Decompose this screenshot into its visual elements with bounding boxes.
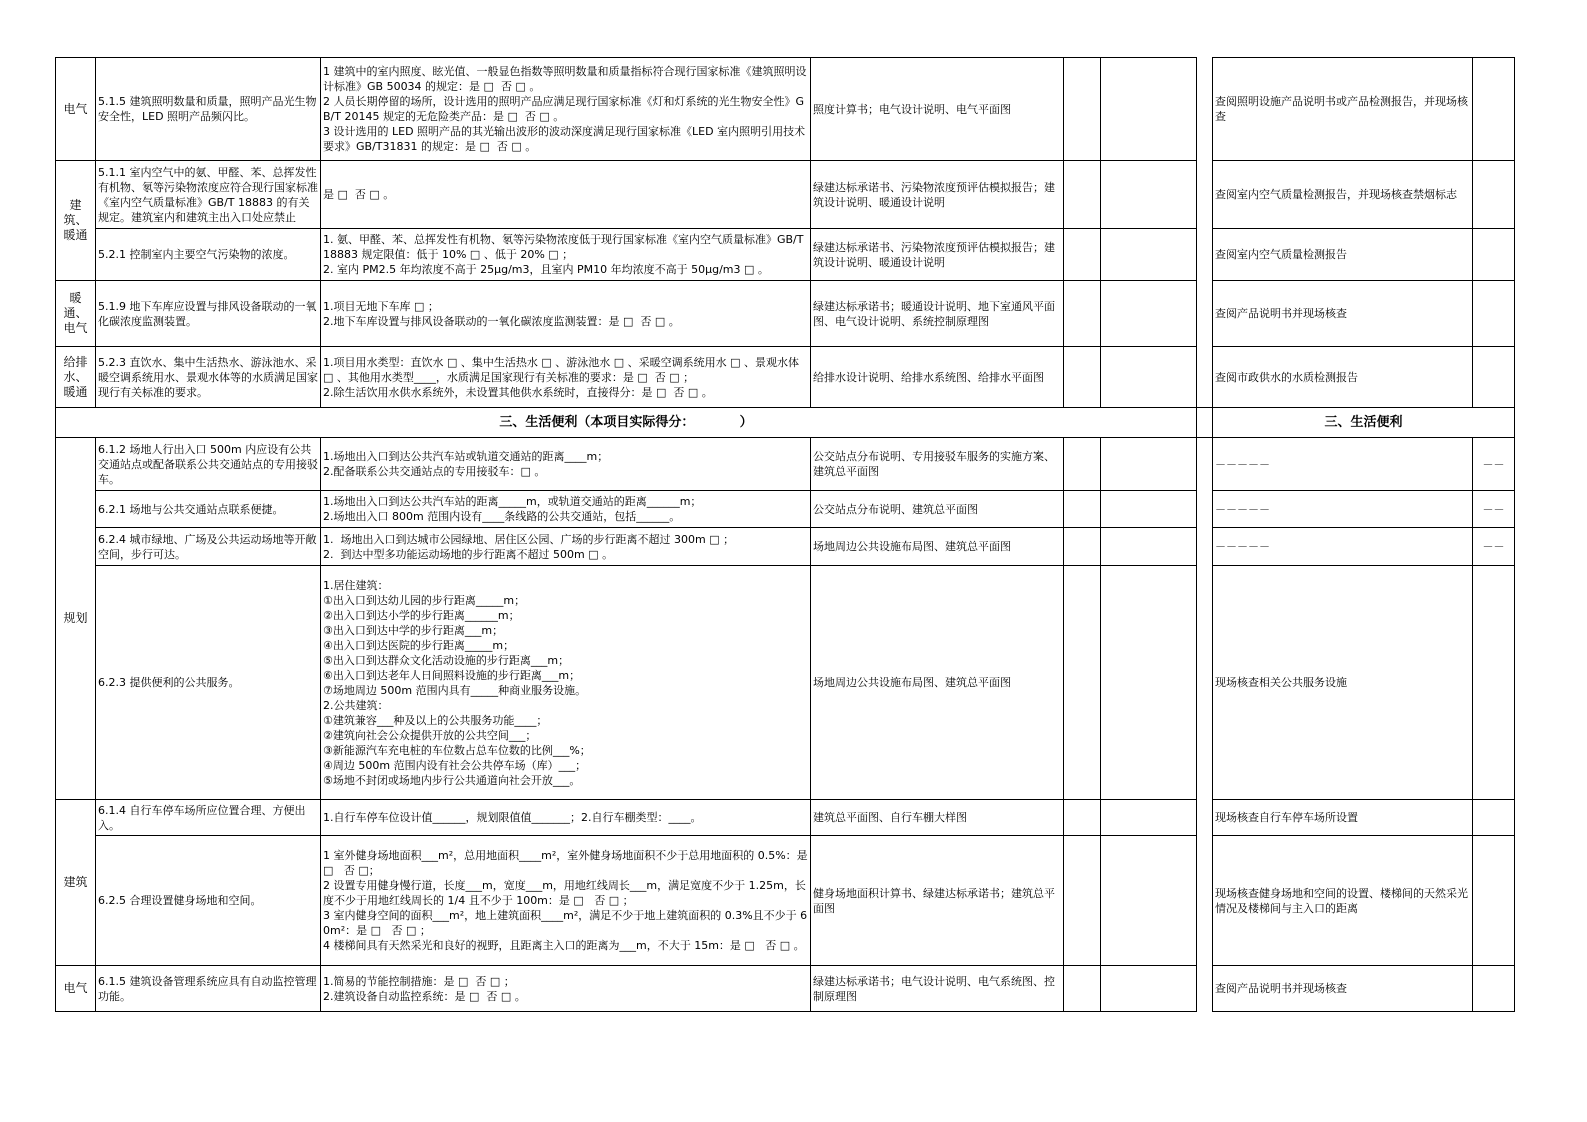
self-score-cell xyxy=(1064,528,1101,566)
table-row xyxy=(56,800,1515,836)
score-cell xyxy=(1473,836,1515,966)
table-row xyxy=(56,966,1515,1012)
remarks-cell xyxy=(1101,281,1197,347)
verification-cell: 查阅室内空气质量检测报告 xyxy=(1213,229,1473,281)
documents-cell: 绿建达标承诺书；电气设计说明、电气系统图、控制原理图 xyxy=(811,966,1064,1012)
clause-text: 6.2.3 提供便利的公共服务。 xyxy=(98,676,240,689)
score-cell xyxy=(1473,566,1515,800)
score-cell xyxy=(1473,966,1515,1012)
self-score-cell xyxy=(1064,347,1101,408)
documents-cell: 健身场地面积计算书、绿建达标承诺书；建筑总平面图 xyxy=(811,836,1064,966)
verification-cell: 现场核查健身场地和空间的设置、楼梯间的天然采光情况及楼梯间与主入口的距离 xyxy=(1213,836,1473,966)
self-score-cell xyxy=(1064,491,1101,528)
clause-text: 5.1.9 地下车库应设置与排风设备联动的一氧化碳浓度监测装置。 xyxy=(98,299,317,328)
clause-cell xyxy=(96,58,321,161)
documents-cell: 公交站点分布说明、专用接驳车服务的实施方案、建筑总平面图 xyxy=(811,438,1064,491)
remarks-cell xyxy=(1101,491,1197,528)
remarks-cell xyxy=(1101,528,1197,566)
clause-cell xyxy=(96,566,321,800)
spacer-cell xyxy=(1197,800,1213,836)
spacer-cell xyxy=(1197,836,1213,966)
clause-cell xyxy=(96,528,321,566)
table-row xyxy=(56,438,1515,491)
check-cell: 1.居住建筑： ①出入口到达幼儿园的步行距离_____m； ②出入口到达小学的步行距离______m； ③出入口到达中学的步行距离___m； ④出入口到达医院的步行距离_____m； ⑤出入口到达群众文化活动设施的步行距离___m； ⑥出入口到达老年人日间照料设施的步行距离___m； ⑦场地周边 500m 范围内具有_____种商业服务设施。 2.公共建筑： ①建筑兼容___种及以上的公共服务功能____； ②建筑向社会公众提供开放的公共空间___； ③新能源汽车充电桩的车位数占总车位数的比例___%； ④周边 500m 范围内设有社会公共停车场（库）___； ⑤场地不封闭或场地内步行公共通道向社会开放___。 xyxy=(321,566,811,800)
check-cell: 1. 场地出入口到达城市公园绿地、居住区公园、广场的步行距离不超过 300m □ ； 2. 到达中型多功能运动场地的步行距离不超过 500m □ 。 xyxy=(321,528,811,566)
category-cell: 建筑 xyxy=(56,800,96,966)
score-cell: －－ xyxy=(1473,438,1515,491)
self-score-cell xyxy=(1064,161,1101,229)
spacer-cell xyxy=(1197,528,1213,566)
table-row xyxy=(56,347,1515,408)
score-cell xyxy=(1473,58,1515,161)
self-score-cell xyxy=(1064,566,1101,800)
check-cell: 1.自行车停车位设计值______，规划限值值_______；2.自行车棚类型：____。 xyxy=(321,800,811,836)
verification-cell: －－－－－ xyxy=(1213,491,1473,528)
spacer-cell xyxy=(1197,438,1213,491)
clause-text: 6.2.5 合理设置健身场地和空间。 xyxy=(98,894,262,907)
self-score-cell xyxy=(1064,966,1101,1012)
spacer-cell xyxy=(1197,566,1213,800)
spacer-cell xyxy=(1197,58,1213,161)
clause-text: 5.2.3 直饮水、集中生活热水、游泳池水、采暖空调系统用水、景观水体等的水质满足国家现行有关标准的要求。 xyxy=(98,355,318,399)
section-title: 三、生活便利（本项目实际得分： ） xyxy=(56,408,1197,438)
verification-cell: 查阅照明设施产品说明书或产品检测报告，并现场核查 xyxy=(1213,58,1473,161)
clause-cell xyxy=(96,836,321,966)
spacer-cell xyxy=(1197,966,1213,1012)
category-cell: 电气 xyxy=(56,58,96,161)
clause-cell xyxy=(96,491,321,528)
documents-cell: 绿建达标承诺书、污染物浓度预评估模拟报告；建筑设计说明、暖通设计说明 xyxy=(811,161,1064,229)
spacer-cell xyxy=(1197,491,1213,528)
section-header-row xyxy=(56,408,1515,438)
spacer-cell xyxy=(1197,408,1213,438)
category-cell: 给排水、暖通 xyxy=(56,347,96,408)
spacer-cell xyxy=(1197,229,1213,281)
clause-cell xyxy=(96,161,321,229)
score-cell xyxy=(1473,800,1515,836)
clause-text: 5.2.1 控制室内主要空气污染物的浓度。 xyxy=(98,248,295,261)
check-cell: 1 室外健身场地面积___m²，总用地面积____m²，室外健身场地面积不少于总用地面积的 0.5%：是 □ 否 □； 2 设置专用健身慢行道，长度___m，宽度___m，用地红线周长___m，满足宽度不少于 1.25m，长度不少于用地红线周长的 1/4 且不少于 100m：是 □ 否 □ ； 3 室内健身空间的面积___m²，地上建筑面积____m²，满足不少于地上建筑面积的 0.3%且不少于 60m²：是 □ 否 □ ； 4 楼梯间具有天然采光和良好的视野，且距离主入口的距离为___m，不大于 15m：是 □ 否 □ 。 xyxy=(321,836,811,966)
verification-cell: －－－－－ xyxy=(1213,528,1473,566)
verification-cell: 查阅产品说明书并现场核查 xyxy=(1213,966,1473,1012)
spacer-cell xyxy=(1197,347,1213,408)
score-cell xyxy=(1473,161,1515,229)
documents-cell: 绿建达标承诺书；暖通设计说明、地下室通风平面图、电气设计说明、系统控制原理图 xyxy=(811,281,1064,347)
remarks-cell xyxy=(1101,161,1197,229)
spacer-cell xyxy=(1197,281,1213,347)
clause-text: 6.2.1 场地与公共交通站点联系便捷。 xyxy=(98,502,284,516)
remarks-cell xyxy=(1101,438,1197,491)
table-row xyxy=(56,58,1515,161)
category-cell: 规划 xyxy=(56,438,96,800)
score-cell: －－ xyxy=(1473,491,1515,528)
remarks-cell xyxy=(1101,966,1197,1012)
documents-cell: 场地周边公共设施布局图、建筑总平面图 xyxy=(811,566,1064,800)
clause-cell xyxy=(96,347,321,408)
check-cell: 1 建筑中的室内照度、眩光值、一般显色指数等照明数量和质量指标符合现行国家标准《建筑照明设计标准》GB 50034 的规定：是 □ 否 □ 。 2 人员长期停留的场所，设计选用的照明产品应满足现行国家标准《灯和灯系统的光生物安全性》GB/T 20145 规定的无危险类产品：是 □ 否 □ 。 3 设计选用的 LED 照明产品的其光输出波形的波动深度满足现行国家标准《LED 室内照明引用技术要求》GB/T31831 的规定：是 □ 否 □ 。 xyxy=(321,58,811,161)
clause-cell xyxy=(96,800,321,836)
check-cell: 1.场地出入口到达公共汽车站的距离_____m，或轨道交通站的距离______m； 2.场地出入口 800m 范围内设有____条线路的公共交通站，包括______。 xyxy=(321,491,811,528)
check-cell: 是 □ 否 □ 。 xyxy=(321,161,811,229)
documents-cell: 绿建达标承诺书、污染物浓度预评估模拟报告；建筑设计说明、暖通设计说明 xyxy=(811,229,1064,281)
verification-cell: 查阅产品说明书并现场核查 xyxy=(1213,281,1473,347)
clause-cell xyxy=(96,281,321,347)
score-cell: －－ xyxy=(1473,528,1515,566)
documents-cell: 建筑总平面图、自行车棚大样图 xyxy=(811,800,1064,836)
clause-cell xyxy=(96,229,321,281)
self-score-cell xyxy=(1064,281,1101,347)
table-row xyxy=(56,491,1515,528)
table-row xyxy=(56,836,1515,966)
verification-cell: 查阅室内空气质量检测报告，并现场核查禁烟标志 xyxy=(1213,161,1473,229)
table-row xyxy=(56,566,1515,800)
documents-cell: 公交站点分布说明、建筑总平面图 xyxy=(811,491,1064,528)
table-row xyxy=(56,229,1515,281)
verification-cell: 现场核查自行车停车场所设置 xyxy=(1213,800,1473,836)
check-cell: 1.场地出入口到达公共汽车站或轨道交通站的距离____m； 2.配备联系公共交通站点的专用接驳车：□ 。 xyxy=(321,438,811,491)
clause-text: 6.1.5 建筑设备管理系统应具有自动监控管理功能。 xyxy=(98,974,317,1003)
score-cell xyxy=(1473,229,1515,281)
check-cell: 1.项目用水类型：直饮水 □ 、集中生活热水 □ 、游泳池水 □ 、采暖空调系统用水 □ 、景观水体 □ 、其他用水类型____，水质满足国家现行有关标准的要求：是 □ 否 □ ； 2.除生活饮用水供水系统外，未设置其他供水系统时，直接得分：是 □ 否 □ 。 xyxy=(321,347,811,408)
category-cell: 电气 xyxy=(56,966,96,1012)
remarks-cell xyxy=(1101,566,1197,800)
clause-text: 5.1.5 建筑照明数量和质量，照明产品光生物安全性，LED 照明产品频闪比。 xyxy=(98,95,317,123)
documents-cell: 给排水设计说明、给排水系统图、给排水平面图 xyxy=(811,347,1064,408)
section-title-right: 三、生活便利 xyxy=(1213,408,1515,438)
table-row xyxy=(56,528,1515,566)
clause-text: 6.1.2 场地人行出入口 500m 内应设有公共交通站点或配备联系公共交通站点的专用接驳车。 xyxy=(98,442,318,486)
clause-text: 6.2.4 城市绿地、广场及公共运动场地等开敞空间，步行可达。 xyxy=(98,532,317,561)
spacer-cell xyxy=(1197,161,1213,229)
clause-text: 5.1.1 室内空气中的氨、甲醛、苯、总挥发性有机物、氡等污染物浓度应符合现行国家标准《室内空气质量标准》GB/T 18883 的有关规定。建筑室内和建筑主出入口处应禁止 xyxy=(98,165,318,224)
clause-cell xyxy=(96,966,321,1012)
self-score-cell xyxy=(1064,229,1101,281)
table-row xyxy=(56,161,1515,229)
check-cell: 1.项目无地下车库 □ ； 2.地下车库设置与排风设备联动的一氧化碳浓度监测装置：是 □ 否 □ 。 xyxy=(321,281,811,347)
verification-cell: 查阅市政供水的水质检测报告 xyxy=(1213,347,1473,408)
remarks-cell xyxy=(1101,800,1197,836)
remarks-cell xyxy=(1101,347,1197,408)
category-cell: 暖通、电气 xyxy=(56,281,96,347)
clause-text: 6.1.4 自行车停车场所应位置合理、方便出入。 xyxy=(98,803,306,832)
remarks-cell xyxy=(1101,229,1197,281)
category-cell: 建筑、暖通 xyxy=(56,161,96,281)
self-score-cell xyxy=(1064,800,1101,836)
score-cell xyxy=(1473,281,1515,347)
self-score-cell xyxy=(1064,58,1101,161)
self-score-cell xyxy=(1064,836,1101,966)
check-cell: 1. 氨、甲醛、苯、总挥发性有机物、氡等污染物浓度低于现行国家标准《室内空气质量标准》GB/T18883 规定限值：低于 10% □ 、低于 20% □ ； 2. 室内 PM2.5 年均浓度不高于 25μg/m3，且室内 PM10 年均浓度不高于 50μg/m3 □ 。 xyxy=(321,229,811,281)
score-cell xyxy=(1473,347,1515,408)
verification-cell: 现场核查相关公共服务设施 xyxy=(1213,566,1473,800)
check-cell: 1.简易的节能控制措施：是 □ 否 □ ； 2.建筑设备自动监控系统：是 □ 否 □ 。 xyxy=(321,966,811,1012)
self-score-cell xyxy=(1064,438,1101,491)
table-row xyxy=(56,281,1515,347)
evaluation-table xyxy=(55,57,1515,1012)
verification-cell: －－－－－ xyxy=(1213,438,1473,491)
documents-cell: 照度计算书；电气设计说明、电气平面图 xyxy=(811,58,1064,161)
remarks-cell xyxy=(1101,58,1197,161)
documents-cell: 场地周边公共设施布局图、建筑总平面图 xyxy=(811,528,1064,566)
remarks-cell xyxy=(1101,836,1197,966)
clause-cell xyxy=(96,438,321,491)
